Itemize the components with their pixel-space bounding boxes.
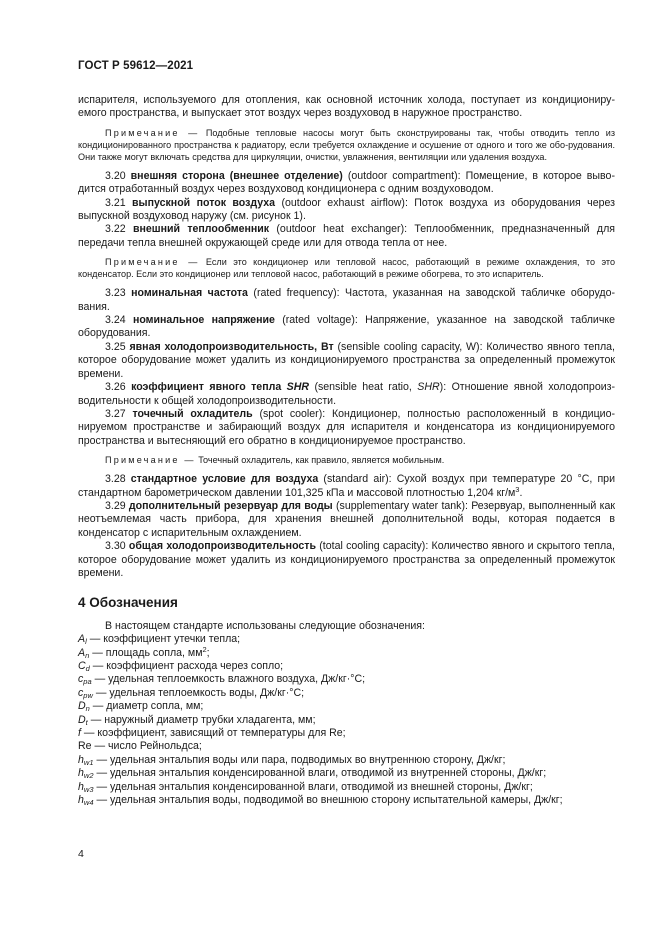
symbol: h <box>78 780 84 793</box>
symbol: h <box>78 767 84 780</box>
page-number: 4 <box>78 848 84 860</box>
definition-text: (outdoor heat exchanger): Теплообменник, предназначенный для передачи тепла внешней окружающей среде или для отвода тепла от нее. <box>78 223 615 249</box>
definition-3-26 <box>78 381 615 408</box>
symbol: C <box>78 660 86 672</box>
symbol-item <box>78 740 615 753</box>
symbol-description: — наружный диаметр трубки хладагента, мм; <box>87 713 316 726</box>
definition-3-22 <box>78 223 615 250</box>
definition-term: общая холодопроизводительность <box>128 540 316 553</box>
symbol-description: — коэффициент утечки тепла; <box>86 633 241 646</box>
symbol: A <box>78 646 86 659</box>
definition-text: (outdoor compartment): Помещение, в которое выво-дится отработанный воздух через воздуховод кондиционера с одним воздуховодом. <box>78 169 615 196</box>
definition-number: 3.24 <box>105 314 126 327</box>
definition-3-25 <box>78 341 615 381</box>
definition-text: (standard air): Сухой воздух при температуре 20 °С, при стандартном барометрическом давлении 101,325 кПа и массовой плотностью 1,204 кг/м <box>78 473 615 499</box>
symbol: Re <box>78 740 92 753</box>
definition-3-21 <box>78 197 615 224</box>
definition-text: (rated frequency): Частота, указанная на заводской табличке оборудо-вания. <box>78 287 616 313</box>
symbol-item <box>78 781 615 794</box>
note-paragraph <box>78 256 615 280</box>
definition-3-28 <box>78 473 615 500</box>
symbol-subscript: w3 <box>83 784 94 794</box>
symbol-description: — удельная энтальпия воды, подводимой во внешнюю сторону испытательной камеры, Дж/кг; <box>93 794 563 807</box>
symbol-subscript: pa <box>83 677 92 687</box>
symbol-description: — удельная энтальпия конденсированной влаги, отводимой из внутренней стороны, Дж/кг; <box>93 767 547 780</box>
definition-number: 3.25 <box>105 340 126 353</box>
definition-number: 3.28 <box>105 473 126 486</box>
standard-header: ГОСТ Р 59612—2021 <box>78 60 194 72</box>
symbol-item <box>78 687 615 700</box>
definition-term-text: коэффициент явного тепла <box>131 381 282 394</box>
definition-number: 3.23 <box>105 287 126 300</box>
definition-term: внешняя сторона (внешнее отделение) <box>130 169 343 182</box>
symbol-item <box>78 660 615 673</box>
definition-3-23 <box>78 287 615 314</box>
symbol-subscript: w4 <box>83 798 94 808</box>
symbol-item <box>78 714 615 727</box>
definition-text: (sensible cooling capacity, W): Количество явного тепла, которое оборудование может удалить из кондиционируемого пространства за определенный промежуток времени. <box>78 340 615 380</box>
symbol-subscript: pw <box>83 690 93 700</box>
definition-number: 3.22 <box>105 223 126 236</box>
symbol-description: — площадь сопла, мм <box>89 646 203 659</box>
definition-text-italic: SHR <box>417 381 440 394</box>
note-paragraph <box>78 454 615 466</box>
symbol-description: — диаметр сопла, мм; <box>89 700 204 713</box>
intro-paragraph: испарителя, используемого для отопления, как основной источник холода, поступает из кондициониру-емого пространства, и выпускает этот воздух через воздуховод в наружное пространство. <box>78 94 615 120</box>
symbol-item <box>78 644 615 660</box>
definition-number: 3.26 <box>105 381 126 394</box>
symbol: c <box>78 686 84 699</box>
symbol-item <box>78 767 615 780</box>
definition-text: (spot cooler): Кондиционер, полностью расположенный в кондицио-нируемом пространстве и забирающий воздух для испарителя и конденсатора из кондиционируемого пространства и вытесняющий его обратно в кондиционируемое пространство. <box>78 407 615 447</box>
definition-term: явная холодопроизводительность, Вт <box>129 340 334 353</box>
symbol-item <box>78 794 615 807</box>
symbol: c <box>78 673 84 686</box>
page-content <box>78 94 615 807</box>
symbol-description-tail: ; <box>206 646 210 659</box>
note-text: Если это кондиционер или тепловой насос, работающий в режиме охлаждения, то это конденсатор. Если это кондиционер или тепловой насос, работающий в режиме обогрева, то это испаритель. <box>78 257 616 280</box>
definition-text-pre: (sensible heat ratio, <box>309 381 418 394</box>
definition-text: ): Отношение явной холодопроиз-водительности к общей холодопроизводительности. <box>78 381 616 407</box>
definition-term: точечный охладитель <box>132 407 253 420</box>
note-text: Точечный охладитель, как правило, является мобильным. <box>198 455 445 466</box>
definition-text: (total cooling capacity): Количество явного и скрытого тепла, которое оборудование может удалить из кондиционируемого пространства за определенный промежуток времени. <box>78 540 616 579</box>
definition-term: выпускной поток воздуха <box>132 196 276 209</box>
symbol-subscript: l <box>85 637 87 647</box>
symbol-list <box>78 633 615 807</box>
symbol-subscript: t <box>85 717 88 727</box>
symbol-description: — число Рейнольдса; <box>91 740 202 753</box>
symbol-subscript: n <box>85 650 90 660</box>
definition-text-post: . <box>519 486 523 499</box>
note-label: Примечание — <box>105 257 200 268</box>
superscript: 3 <box>515 484 520 494</box>
definition-3-27 <box>78 408 615 448</box>
symbol-description: — удельная теплоемкость влажного воздуха, Дж/кг·°С; <box>91 673 366 686</box>
symbol: f <box>78 727 81 740</box>
definition-term <box>131 381 309 393</box>
definition-number: 3.21 <box>105 196 126 209</box>
symbol: h <box>78 753 84 766</box>
symbol: A <box>78 633 86 646</box>
symbol-item <box>78 754 615 767</box>
section-intro: В настоящем стандарте использованы следующие обозначения: <box>105 619 425 632</box>
definition-number: 3.20 <box>105 169 126 182</box>
definition-term-italic: SHR <box>286 381 310 394</box>
definition-number: 3.30 <box>105 540 126 553</box>
symbol-description: — удельная теплоемкость воды, Дж/кг·°С; <box>92 686 305 699</box>
definition-term: внешний теплообменник <box>132 223 270 236</box>
note-text: Подобные тепловые насосы могут быть сконструированы так, чтобы отводить тепло из кондиционированного пространства к радиатору, если требуется охлаждение и осушение от одного и того же обо-рудования. Они также могут включать средства для циркуляции, очистки, увлажнения, вентиляции или удаления воздуха. <box>78 127 616 162</box>
symbol: D <box>78 713 86 726</box>
symbol-subscript: w2 <box>83 771 94 781</box>
definition-text: (outdoor exhaust airflow): Поток воздуха из оборудования через выпускной воздуховод наружу (см. рисунок 1). <box>78 196 615 223</box>
definition-3-20 <box>78 170 615 197</box>
definition-term: стандартное условие для воздуха <box>130 473 319 486</box>
section-title: 4 Обозначения <box>78 595 178 611</box>
definition-term: номинальная частота <box>131 287 248 300</box>
superscript: 2 <box>202 644 207 654</box>
definition-term: номинальное напряжение <box>132 314 275 327</box>
symbol-subscript: d <box>85 664 90 673</box>
symbol-description: — удельная энтальпия конденсированной влаги, отводимой из внешней стороны, Дж/кг; <box>93 780 533 793</box>
symbol-description: — коэффициент расхода через сопло; <box>89 660 284 672</box>
definition-text: (rated voltage): Напряжение, указанное на заводской табличке оборудования. <box>78 314 615 340</box>
definition-number: 3.27 <box>105 407 126 420</box>
symbol-item <box>78 700 615 713</box>
definition-3-30 <box>78 540 615 580</box>
definition-text: (supplementary water tank): Резервуар, выполненный как неотъемлемая часть прибора, для хранения внешней дополнительной воды, которая подается в конденсатор с испарительным охлаждением. <box>78 499 615 539</box>
symbol-description: — коэффициент, зависящий от температуры для Re; <box>80 727 346 740</box>
symbol-subscript: w1 <box>83 757 94 767</box>
note-label: Примечание — <box>105 455 196 466</box>
symbol: h <box>78 794 84 807</box>
symbol-item <box>78 633 615 646</box>
note-label: Примечание — <box>105 127 200 138</box>
symbol: D <box>78 700 86 713</box>
definition-3-29 <box>78 500 615 540</box>
symbol-item <box>78 727 615 740</box>
note-paragraph <box>78 127 615 163</box>
definition-3-24 <box>78 314 615 341</box>
symbol-description: — удельная энтальпия воды или пара, подводимых во внутреннюю сторону, Дж/кг; <box>93 753 506 766</box>
definition-number: 3.29 <box>105 499 126 512</box>
definition-term: дополнительный резервуар для воды <box>128 499 333 512</box>
symbol-item <box>78 673 615 686</box>
symbol-subscript: n <box>85 704 90 714</box>
